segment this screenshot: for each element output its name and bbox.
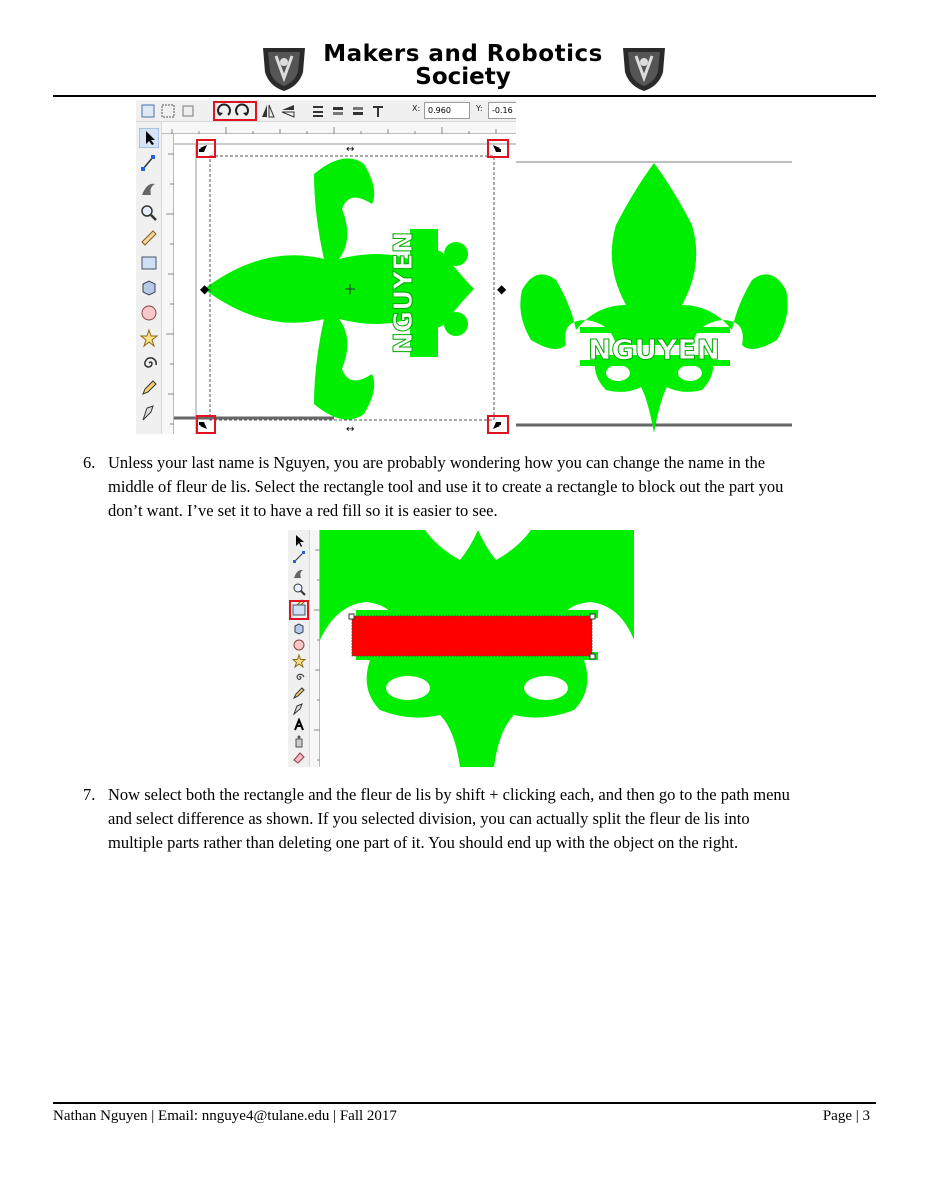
nguyen-rotated-text: NGUYEN bbox=[389, 231, 419, 354]
society-shield-logo bbox=[619, 42, 669, 92]
vertical-ruler bbox=[310, 530, 320, 767]
horizontal-ruler bbox=[162, 122, 516, 134]
inkscape-screenshot-rotate bbox=[136, 100, 516, 434]
step-7-line-1: Now select both the rectangle and the fleur de lis by shift + clicking each, and then go to the path menu bbox=[108, 785, 790, 804]
lower-to-bottom-icon[interactable] bbox=[310, 103, 326, 119]
step-6-line-3: don’t want. I’ve set it to have a red fill so it is easier to see. bbox=[108, 501, 498, 520]
selector-tool-icon[interactable] bbox=[292, 534, 306, 548]
step-6-line-2: middle of fleur de lis. Select the rectangle tool and use it to create a rectangle to block out the part you bbox=[108, 477, 784, 496]
svg-text:↔: ↔ bbox=[346, 424, 355, 434]
text-tool-icon[interactable] bbox=[292, 718, 306, 732]
page-header bbox=[0, 38, 926, 96]
red-block-rectangle bbox=[352, 616, 592, 656]
node-tool-icon[interactable] bbox=[292, 550, 306, 564]
step-7-text bbox=[108, 783, 878, 855]
deselect-icon[interactable] bbox=[180, 103, 196, 119]
raise-icon[interactable] bbox=[350, 103, 366, 119]
svg-text:◆: ◆ bbox=[200, 282, 210, 296]
zoom-tool-icon[interactable] bbox=[292, 582, 306, 596]
select-all-layers-icon[interactable] bbox=[160, 103, 176, 119]
svg-text:↔: ↔ bbox=[346, 144, 355, 155]
step-7-number: 7. bbox=[83, 785, 96, 804]
pen-tool-icon[interactable] bbox=[292, 702, 306, 716]
selector-tool-icon[interactable] bbox=[139, 128, 159, 148]
tool-controls-bar bbox=[136, 100, 516, 122]
step-7-line-3: multiple parts rather than deleting one part of it. You should end up with the object on the right. bbox=[108, 833, 739, 852]
pen-tool-icon[interactable] bbox=[139, 403, 159, 423]
footer-author-info: Nathan Nguyen | Email: nnguye4@tulane.edu | Fall 2017 bbox=[53, 1108, 397, 1124]
step-6-text bbox=[108, 451, 878, 523]
lower-icon[interactable] bbox=[330, 103, 346, 119]
pencil-tool-icon[interactable] bbox=[139, 378, 159, 398]
title-line-1: Makers and Robotics bbox=[323, 41, 603, 67]
flip-horizontal-icon[interactable] bbox=[260, 103, 276, 119]
y-coordinate-label: Y: bbox=[476, 104, 483, 113]
select-all-icon[interactable] bbox=[140, 103, 156, 119]
step-7-line-2: and select difference as shown. If you selected division, you can actually split the fleur de lis into bbox=[108, 809, 750, 828]
tweak-tool-icon[interactable] bbox=[292, 566, 306, 580]
step-6-line-1: Unless your last name is Nguyen, you are probably wondering how you can change the name in the bbox=[108, 453, 766, 472]
vertical-ruler bbox=[162, 134, 174, 434]
measure-tool-icon[interactable] bbox=[139, 228, 159, 248]
ellipse-tool-icon[interactable] bbox=[292, 638, 306, 652]
fleur-de-lis-upright-image bbox=[516, 155, 792, 433]
rectangle-tool-highlight bbox=[289, 600, 309, 620]
zoom-tool-icon[interactable] bbox=[139, 203, 159, 223]
drawing-canvas[interactable] bbox=[320, 530, 634, 767]
flip-vertical-icon[interactable] bbox=[280, 103, 296, 119]
star-tool-icon[interactable] bbox=[292, 654, 306, 668]
title-line-2: Society bbox=[415, 64, 511, 90]
tweak-tool-icon[interactable] bbox=[139, 178, 159, 198]
node-tool-icon[interactable] bbox=[139, 153, 159, 173]
star-tool-icon[interactable] bbox=[139, 328, 159, 348]
ellipse-tool-icon[interactable] bbox=[139, 303, 159, 323]
3d-box-tool-icon[interactable] bbox=[139, 278, 159, 298]
eraser-tool-icon[interactable] bbox=[292, 750, 306, 764]
footer-page-number: Page | 3 bbox=[822, 1108, 870, 1124]
spray-tool-icon[interactable] bbox=[292, 734, 306, 748]
raise-to-top-icon[interactable] bbox=[370, 103, 386, 119]
drawing-canvas[interactable] bbox=[174, 134, 516, 434]
step-6-number: 6. bbox=[83, 453, 96, 472]
svg-text:◆: ◆ bbox=[497, 282, 507, 296]
tools-toolbox bbox=[136, 122, 162, 434]
tools-toolbox bbox=[288, 530, 310, 767]
spiral-tool-icon[interactable] bbox=[292, 670, 306, 684]
3d-box-tool-icon[interactable] bbox=[292, 622, 306, 636]
x-coordinate-label: X: bbox=[412, 104, 421, 113]
rotate-buttons-highlight bbox=[213, 101, 257, 121]
pencil-tool-icon[interactable] bbox=[292, 686, 306, 700]
header-divider bbox=[53, 95, 876, 97]
inkscape-screenshot-rectangle bbox=[288, 530, 634, 767]
nguyen-upright-text: NGUYEN bbox=[588, 333, 720, 366]
spiral-tool-icon[interactable] bbox=[139, 353, 159, 373]
footer-divider bbox=[53, 1102, 876, 1104]
x-coordinate-field[interactable]: 0.960 bbox=[424, 102, 470, 119]
y-coordinate-field[interactable]: -0.16 bbox=[488, 102, 516, 119]
rectangle-tool-icon[interactable] bbox=[139, 253, 159, 273]
